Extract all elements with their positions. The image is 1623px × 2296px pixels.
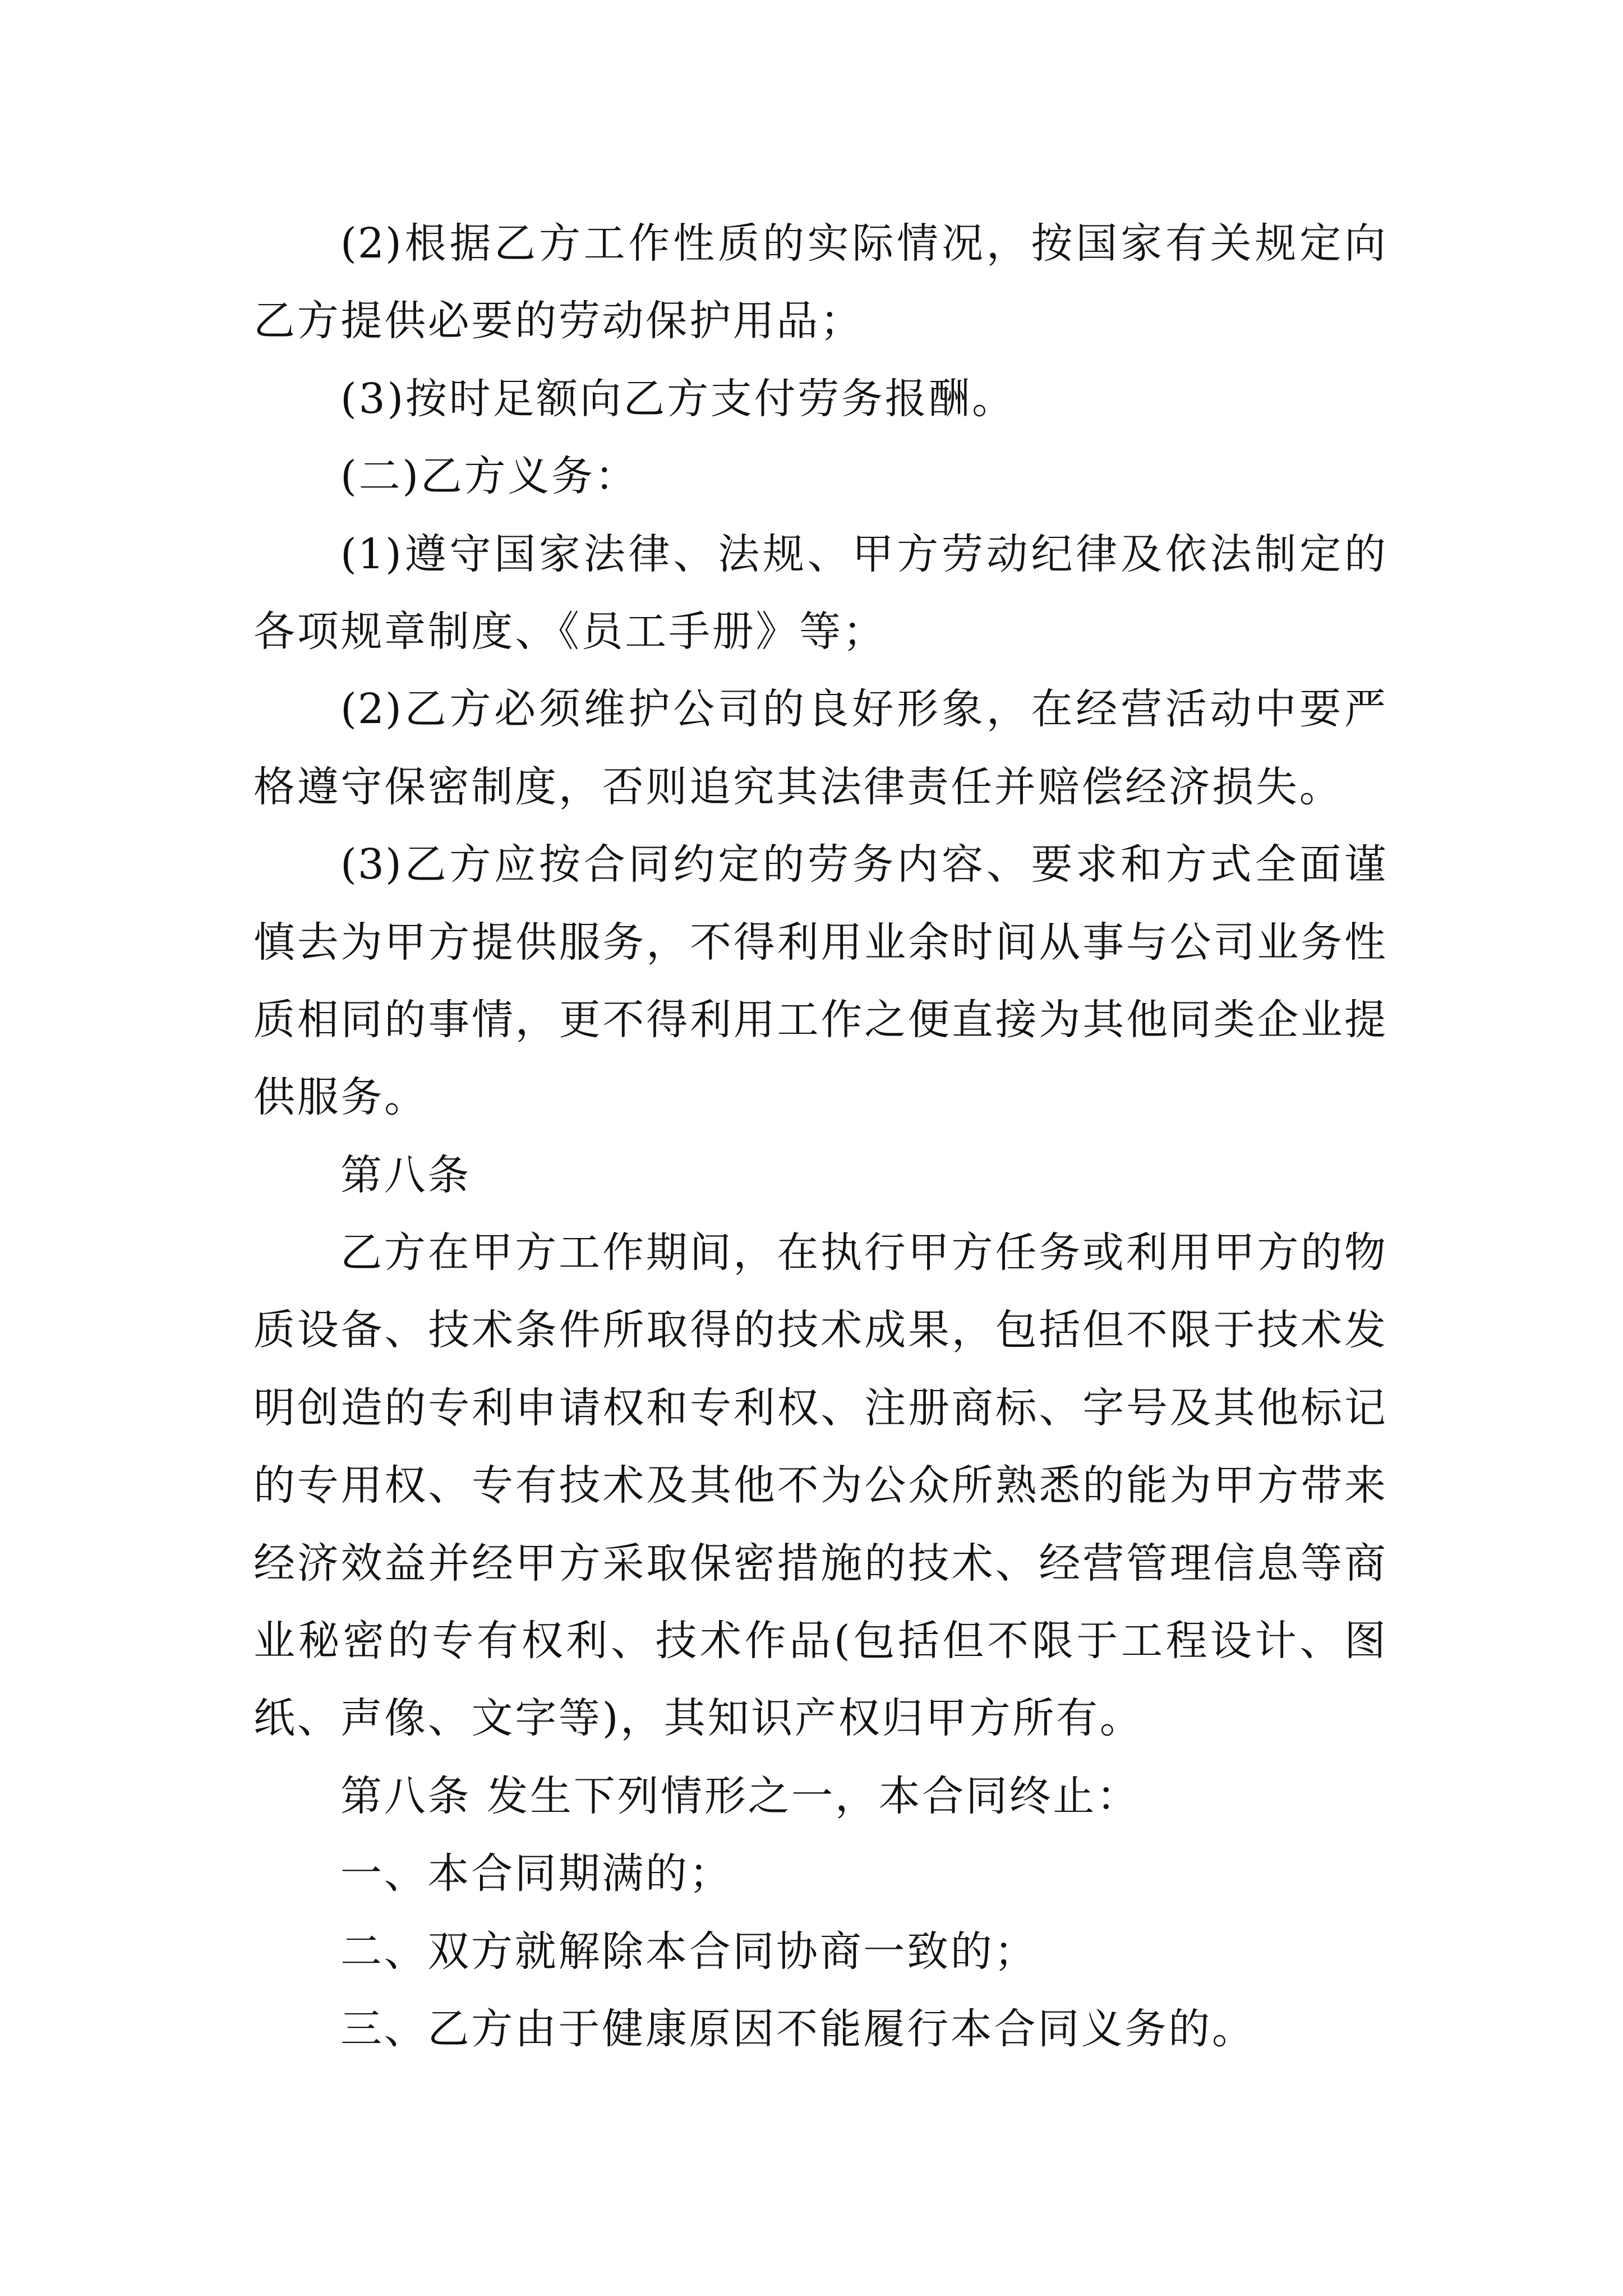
paragraph — [253, 1214, 1387, 1757]
termination-condition-text: 三、乙方由于健康原因不能履行本合同义务的。 — [340, 2004, 1256, 2053]
paragraph — [253, 670, 1387, 826]
paragraph-line: (3)乙方应按合同约定的劳务内容、要求和方式全面谨 — [340, 840, 1387, 889]
paragraph-line: 质设备、技术条件所取得的技术成果，包括但不限于技术发 — [253, 1306, 1387, 1355]
paragraph — [253, 516, 1387, 671]
paragraph-line: 的专用权、专有技术及其他不为公众所熟悉的能为甲方带来 — [253, 1461, 1387, 1510]
termination-condition-text: 一、本合同期满的； — [340, 1849, 733, 1898]
paragraph-line: (2)乙方必须维护公司的良好形象，在经营活动中要严 — [340, 685, 1387, 734]
section-heading — [253, 438, 1387, 515]
paragraph-line: (3)按时足额向乙方支付劳务报酬。 — [340, 374, 1016, 423]
paragraph — [253, 205, 1387, 360]
paragraph-line: 质相同的事情，更不得利用工作之便直接为其他同类企业提 — [253, 995, 1387, 1044]
paragraph-line: 明创造的专利申请权和专利权、注册商标、字号及其他标记 — [253, 1383, 1387, 1432]
paragraph-line: 纸、声像、文字等)，其知识产权归甲方所有。 — [253, 1694, 1144, 1743]
paragraph-line: 乙方在甲方工作期间，在执行甲方任务或利用甲方的物 — [340, 1228, 1387, 1277]
paragraph-line: 业秘密的专有权利、技术作品(包括但不限于工程设计、图 — [253, 1617, 1387, 1665]
section-heading-text: (二)乙方义务： — [340, 452, 639, 501]
termination-condition-item — [253, 1913, 1387, 1990]
paragraph-line: 经济效益并经甲方采取保密措施的技术、经营管理信息等商 — [253, 1539, 1387, 1588]
paragraph — [253, 360, 1387, 438]
article-clause-text: 第八条 发生下列情形之一，本合同终止： — [340, 1772, 1140, 1820]
paragraph-line: 供服务。 — [253, 1073, 428, 1122]
article-clause — [253, 1757, 1387, 1835]
article-heading-text: 第八条 — [340, 1151, 472, 1199]
termination-condition-item — [253, 1835, 1387, 1912]
article-heading — [253, 1137, 1387, 1214]
paragraph-line: 格遵守保密制度，否则追究其法律责任并赔偿经济损失。 — [253, 762, 1343, 811]
paragraph-line: 乙方提供必要的劳动保护用品； — [253, 297, 864, 346]
paragraph-line: (1)遵守国家法律、法规、甲方劳动纪律及依法制定的 — [340, 530, 1387, 578]
document-body — [253, 205, 1387, 2068]
paragraph-line: (2)根据乙方工作性质的实际情况，按国家有关规定向 — [340, 219, 1387, 268]
paragraph-line: 各项规章制度、《员工手册》等； — [253, 607, 887, 656]
termination-condition-text: 二、双方就解除本合同协商一致的； — [340, 1927, 1038, 1976]
paragraph-line: 慎去为甲方提供服务，不得利用业余时间从事与公司业务性 — [253, 918, 1387, 967]
paragraph — [253, 826, 1387, 1137]
termination-condition-item — [253, 1990, 1387, 2068]
